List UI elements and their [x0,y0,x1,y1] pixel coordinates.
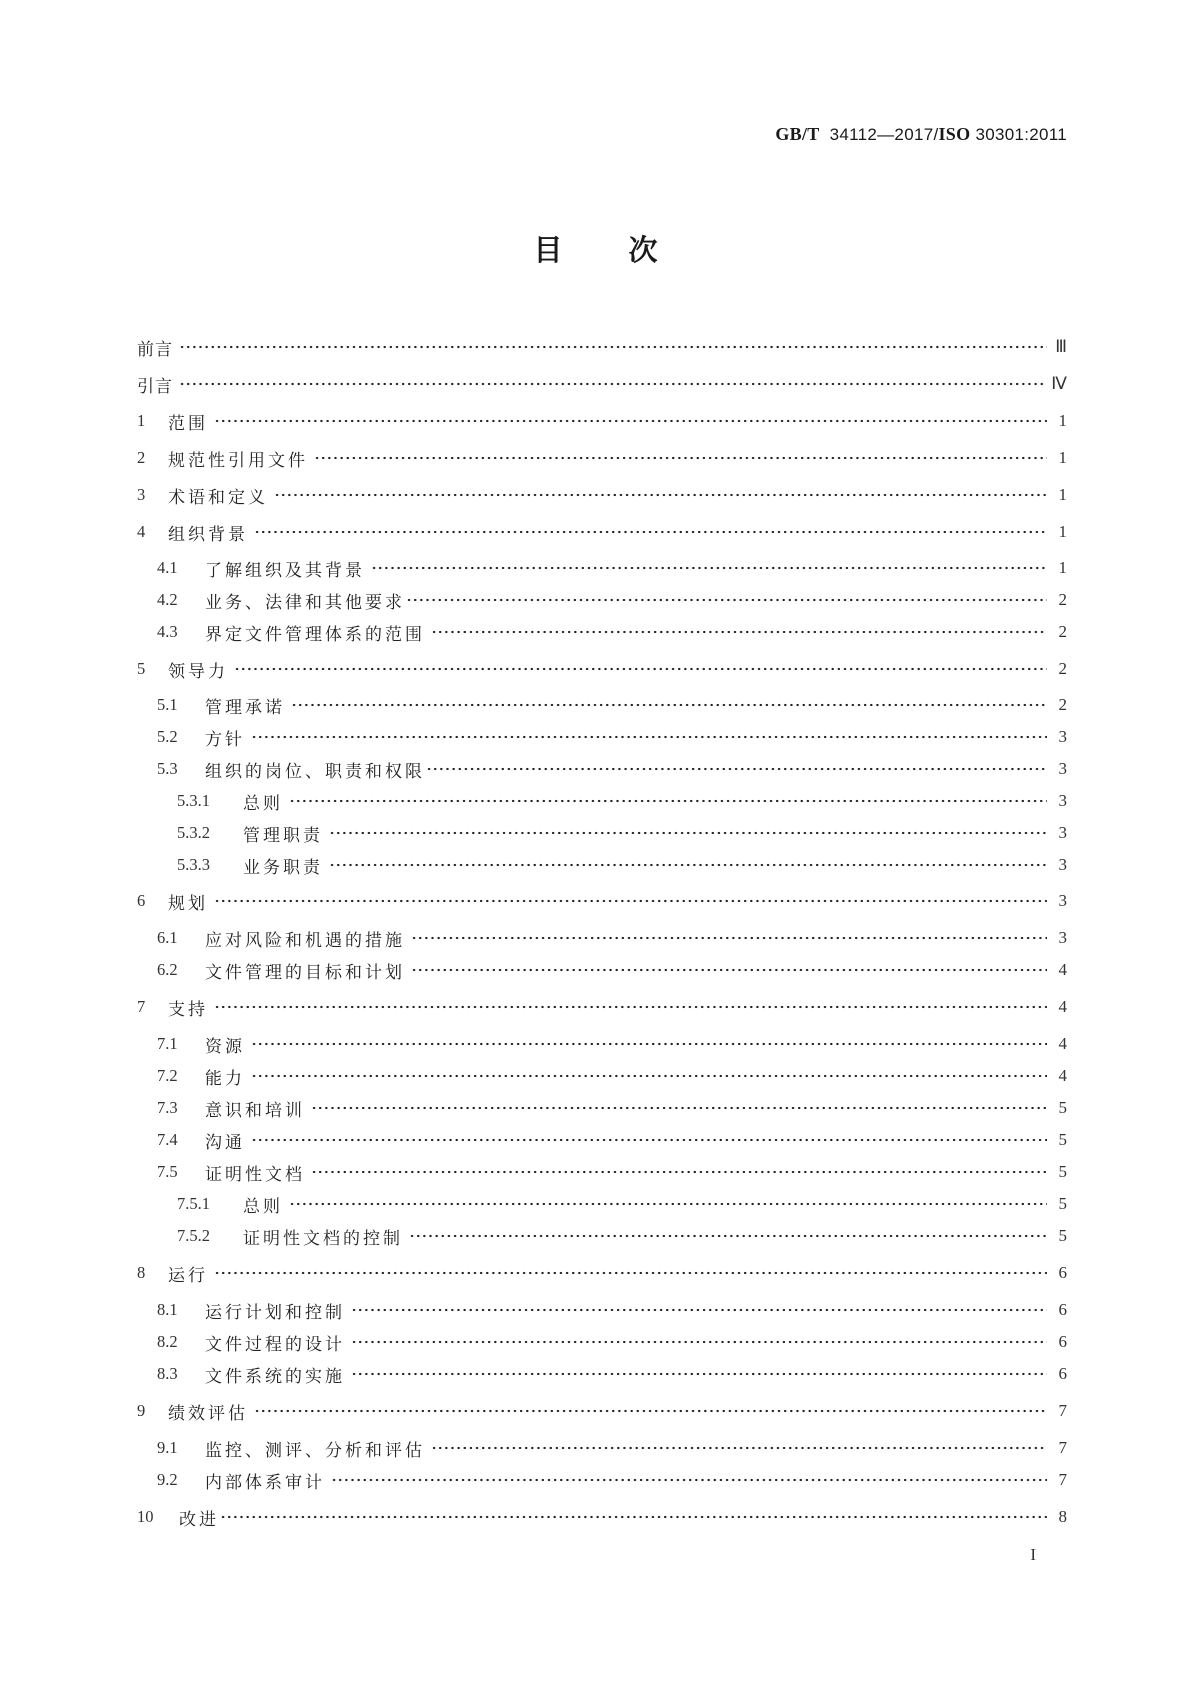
toc-label: 组织的岗位、职责和权限 [205,761,425,782]
toc-page: 2 [1058,659,1067,678]
toc-entry[interactable] [157,1095,1067,1121]
toc-label: 总则 [243,793,283,814]
toc-label: 管理职责 [243,825,323,846]
toc-number: 8 [137,1263,146,1282]
toc-page: Ⅲ [1055,337,1067,356]
dot-leader [351,1361,1047,1387]
dot-leader [254,519,1047,545]
toc-number: 9.2 [157,1470,178,1489]
toc-label: 组织背景 [168,524,248,545]
toc-entry[interactable] [137,519,1067,545]
dot-leader [220,1504,1047,1530]
toc-page: 4 [1058,1034,1067,1053]
toc-page: 5 [1058,1130,1067,1149]
toc-number: 5.3.3 [177,855,210,874]
toc-number: 5.2 [157,727,178,746]
toc-label: 监控、测评、分析和评估 [205,1440,425,1461]
toc-entry[interactable] [157,1329,1067,1355]
toc-number: 4 [137,522,146,541]
dot-leader [311,1159,1047,1185]
dot-leader [426,756,1047,782]
dot-leader [214,408,1047,434]
toc-page: 1 [1058,411,1067,430]
toc-number: 7.4 [157,1130,178,1149]
toc-label: 业务、法律和其他要求 [205,592,405,613]
toc-entry[interactable] [177,1223,1067,1249]
toc-page: 8 [1058,1507,1067,1526]
dot-leader [254,1398,1047,1424]
dot-leader [351,1329,1047,1355]
toc-label: 运行 [168,1265,208,1286]
toc-number: 7.3 [157,1098,178,1117]
toc-label: 范围 [168,413,208,434]
toc-page: Ⅳ [1051,374,1067,393]
toc-label: 应对风险和机遇的措施 [205,930,405,951]
toc-page: 3 [1058,727,1067,746]
toc-label: 管理承诺 [205,697,285,718]
dot-leader [251,1127,1047,1153]
toc-page: 7 [1058,1401,1067,1420]
toc-page: 6 [1058,1300,1067,1319]
toc-page: 4 [1058,1066,1067,1085]
toc-page: 1 [1058,522,1067,541]
toc-number: 9.1 [157,1438,178,1457]
dot-leader [411,925,1047,951]
dot-leader [214,888,1047,914]
title-char-2: 次 [628,233,658,267]
toc-entry[interactable] [177,820,1067,846]
toc-label: 证明性文档 [205,1164,305,1185]
iso-prefix: ISO [938,124,971,144]
dot-leader [234,656,1047,682]
dot-leader [289,1191,1047,1217]
toc-entry[interactable] [157,756,1067,782]
toc-label: 沟通 [205,1132,245,1153]
page-number: I [1030,1545,1036,1564]
toc-page: 1 [1058,448,1067,467]
toc-page: 7 [1058,1470,1067,1489]
toc-number: 5.1 [157,695,178,714]
toc-label: 文件过程的设计 [205,1334,345,1355]
toc-label: 总则 [243,1196,283,1217]
toc-label: 领导力 [168,661,228,682]
toc-entry[interactable] [137,1398,1067,1424]
toc-number: 7.5 [157,1162,178,1181]
dot-leader [179,371,1043,397]
dot-leader [431,1435,1047,1461]
toc-label: 规范性引用文件 [168,450,308,471]
dot-leader [314,445,1047,471]
toc-number: 6.2 [157,960,178,979]
toc-entry[interactable] [177,788,1067,814]
toc-label: 界定文件管理体系的范围 [205,624,425,645]
toc-label: 术语和定义 [168,487,268,508]
toc-number: 10 [137,1507,154,1526]
toc-entry[interactable] [157,692,1067,718]
toc-entry[interactable] [157,957,1067,983]
dot-leader [311,1095,1047,1121]
toc-label: 绩效评估 [168,1403,248,1424]
toc-number: 4.3 [157,622,178,641]
title-char-1: 目 [533,233,563,267]
toc-page: 2 [1058,695,1067,714]
dot-leader [214,994,1047,1020]
toc-page: 6 [1058,1364,1067,1383]
toc-label: 文件系统的实施 [205,1366,345,1387]
toc-page: 2 [1058,590,1067,609]
toc-label: 能力 [205,1068,245,1089]
toc-entry-introduction[interactable] [137,371,1067,397]
toc-number: 5 [137,659,146,678]
toc-number: 5.3 [157,759,178,778]
toc-page: 6 [1058,1332,1067,1351]
toc-page: 3 [1058,823,1067,842]
toc-label: 改进 [179,1509,219,1530]
dot-leader [214,1260,1047,1286]
toc-entry[interactable] [137,408,1067,434]
toc-entry[interactable] [157,1297,1067,1323]
toc-entry[interactable] [137,994,1067,1020]
toc-entry[interactable] [157,619,1067,645]
toc-number: 2 [137,448,146,467]
dot-leader [329,852,1047,878]
toc-label: 运行计划和控制 [205,1302,345,1323]
toc-number: 7.5.1 [177,1194,210,1213]
toc-entry[interactable] [157,555,1067,581]
dot-leader [409,1223,1047,1249]
toc-label: 方针 [205,729,245,750]
toc-label: 证明性文档的控制 [243,1228,403,1249]
toc-label: 引言 [137,376,173,397]
toc-label: 文件管理的目标和计划 [205,962,405,983]
toc-number: 5.3.2 [177,823,210,842]
toc-page: 6 [1058,1263,1067,1282]
toc-label: 意识和培训 [205,1100,305,1121]
toc-label: 业务职责 [243,857,323,878]
dot-leader [411,957,1047,983]
toc-number: 6 [137,891,146,910]
toc-label: 资源 [205,1036,245,1057]
toc-entry[interactable] [157,724,1067,750]
toc-page: 3 [1058,855,1067,874]
toc-number: 7 [137,997,146,1016]
toc-number: 7.2 [157,1066,178,1085]
dot-leader [431,619,1047,645]
toc-page: 3 [1058,791,1067,810]
toc-page: 3 [1058,759,1067,778]
dot-leader [371,555,1047,581]
toc-entry[interactable] [157,1063,1067,1089]
toc-entry[interactable] [157,1467,1067,1493]
toc-entry[interactable] [137,482,1067,508]
dot-leader [251,724,1047,750]
dot-leader [331,1467,1047,1493]
dot-leader [329,820,1047,846]
toc-number: 7.5.2 [177,1226,210,1245]
toc-page: 5 [1058,1226,1067,1245]
dot-leader [351,1297,1047,1323]
dot-leader [289,788,1047,814]
standard-prefix: GB/T [775,124,820,144]
toc-number: 5.3.1 [177,791,210,810]
iso-number: 30301:2011 [975,125,1067,144]
dot-leader [406,587,1047,613]
toc-label: 内部体系审计 [205,1472,325,1493]
dot-leader [179,334,1047,360]
toc-label: 前言 [137,339,173,360]
dot-leader [274,482,1047,508]
toc-page: 4 [1058,997,1067,1016]
toc-entry[interactable] [137,1260,1067,1286]
toc-number: 8.2 [157,1332,178,1351]
toc-number: 6.1 [157,928,178,947]
toc-number: 4.2 [157,590,178,609]
toc-entry[interactable] [177,1191,1067,1217]
dot-leader [291,692,1047,718]
toc-number: 9 [137,1401,146,1420]
toc-number: 7.1 [157,1034,178,1053]
dot-leader [251,1063,1047,1089]
toc-entry[interactable] [137,888,1067,914]
toc-entry[interactable] [157,925,1067,951]
dot-leader [251,1031,1047,1057]
toc-label: 了解组织及其背景 [205,560,365,581]
toc-entry-preface[interactable] [137,334,1067,360]
toc-page: 5 [1058,1098,1067,1117]
toc-entry[interactable] [137,1504,1067,1530]
toc-number: 8.1 [157,1300,178,1319]
toc-page: 3 [1058,891,1067,910]
toc-page: 1 [1058,485,1067,504]
toc-number: 1 [137,411,146,430]
toc-page: 4 [1058,960,1067,979]
toc-number: 4.1 [157,558,178,577]
toc-label: 规划 [168,893,208,914]
toc-number: 3 [137,485,146,504]
toc-entry[interactable] [157,1127,1067,1153]
toc-page: 7 [1058,1438,1067,1457]
toc-entry[interactable] [157,1159,1067,1185]
toc-entry[interactable] [157,1031,1067,1057]
toc-page: 2 [1058,622,1067,641]
standard-number: 34112—2017/ [829,125,939,144]
toc-number: 8.3 [157,1364,178,1383]
toc-entry[interactable] [157,1435,1067,1461]
toc-entry[interactable] [157,587,1067,613]
toc-page: 1 [1058,558,1067,577]
toc-entry[interactable] [137,656,1067,682]
toc-label: 支持 [168,999,208,1020]
toc-page: 5 [1058,1194,1067,1213]
toc-entry[interactable] [157,1361,1067,1387]
toc-page: 5 [1058,1162,1067,1181]
toc-entry[interactable] [177,852,1067,878]
toc-page: 3 [1058,928,1067,947]
toc-entry[interactable] [137,445,1067,471]
